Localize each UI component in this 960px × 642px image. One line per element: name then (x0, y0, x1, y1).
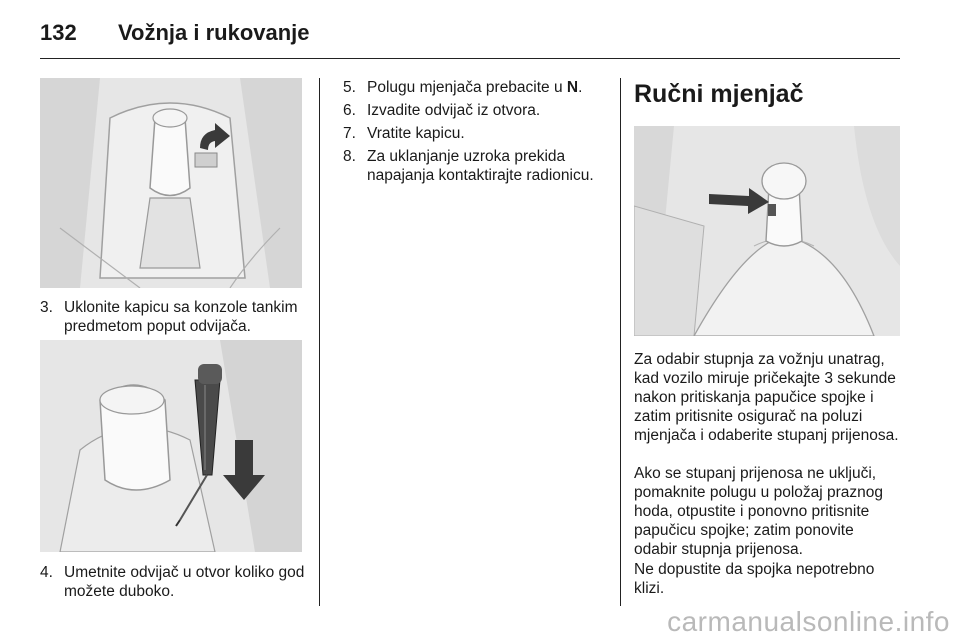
step-text: Uklonite kapicu sa konzole tankim predmetom poput odvijača. (64, 299, 298, 335)
step-number: 3. (40, 299, 53, 316)
step-number: 5. (343, 79, 356, 96)
gear-position-label: N (566, 79, 579, 96)
watermark: carmanualsonline.info (667, 606, 950, 637)
step-number: 4. (40, 564, 53, 581)
step-number: 8. (343, 148, 356, 165)
page-number: 132 (40, 20, 77, 45)
paragraph-clutch-slip: Ne dopustite da spojka nepotrebno klizi. (634, 561, 875, 597)
page-title: Vožnja i rukovanje (118, 20, 310, 45)
step-text: Umetnite odvijač u otvor koliko god možete duboko. (64, 564, 305, 600)
step-text: Izvadite odvijač iz otvora. (367, 102, 541, 119)
manual-gear-lever-illustration (634, 126, 900, 336)
page-header (40, 14, 900, 59)
step-number: 6. (343, 102, 356, 119)
section-title: Ručni mjenjač (634, 80, 804, 108)
column-divider-right (620, 78, 621, 606)
column-divider-left (319, 78, 320, 606)
step-text-part: Polugu mjenjača prebacite u (367, 79, 567, 96)
automatic-shifter-cap-illustration (40, 78, 302, 288)
step-text-part: . (578, 79, 583, 96)
step-number: 7. (343, 125, 356, 142)
screwdriver-insertion-illustration (40, 340, 302, 552)
paragraph-gear-not-engaged: Ako se stupanj prijenosa ne uključi, pomaknite polugu u položaj praznog hoda, otpustite i ponovno pritisnite papučicu spojke; zatim ponovite odabir stupnja prijenosa. (634, 465, 884, 558)
step-text: Za uklanjanje uzroka prekida napajanja kontaktirajte radionicu. (367, 148, 594, 184)
step-text (367, 78, 617, 97)
paragraph-reverse-gear: Za odabir stupnja za vožnju unatrag, kad vozilo miruje pričekajte 3 sekunde nakon pritiskanja papučice spojke i zatim pritisnite osigurač na poluzi mjenjača i odaberite stupanj prijenosa. (634, 351, 899, 444)
step-text: Vratite kapicu. (367, 125, 465, 142)
